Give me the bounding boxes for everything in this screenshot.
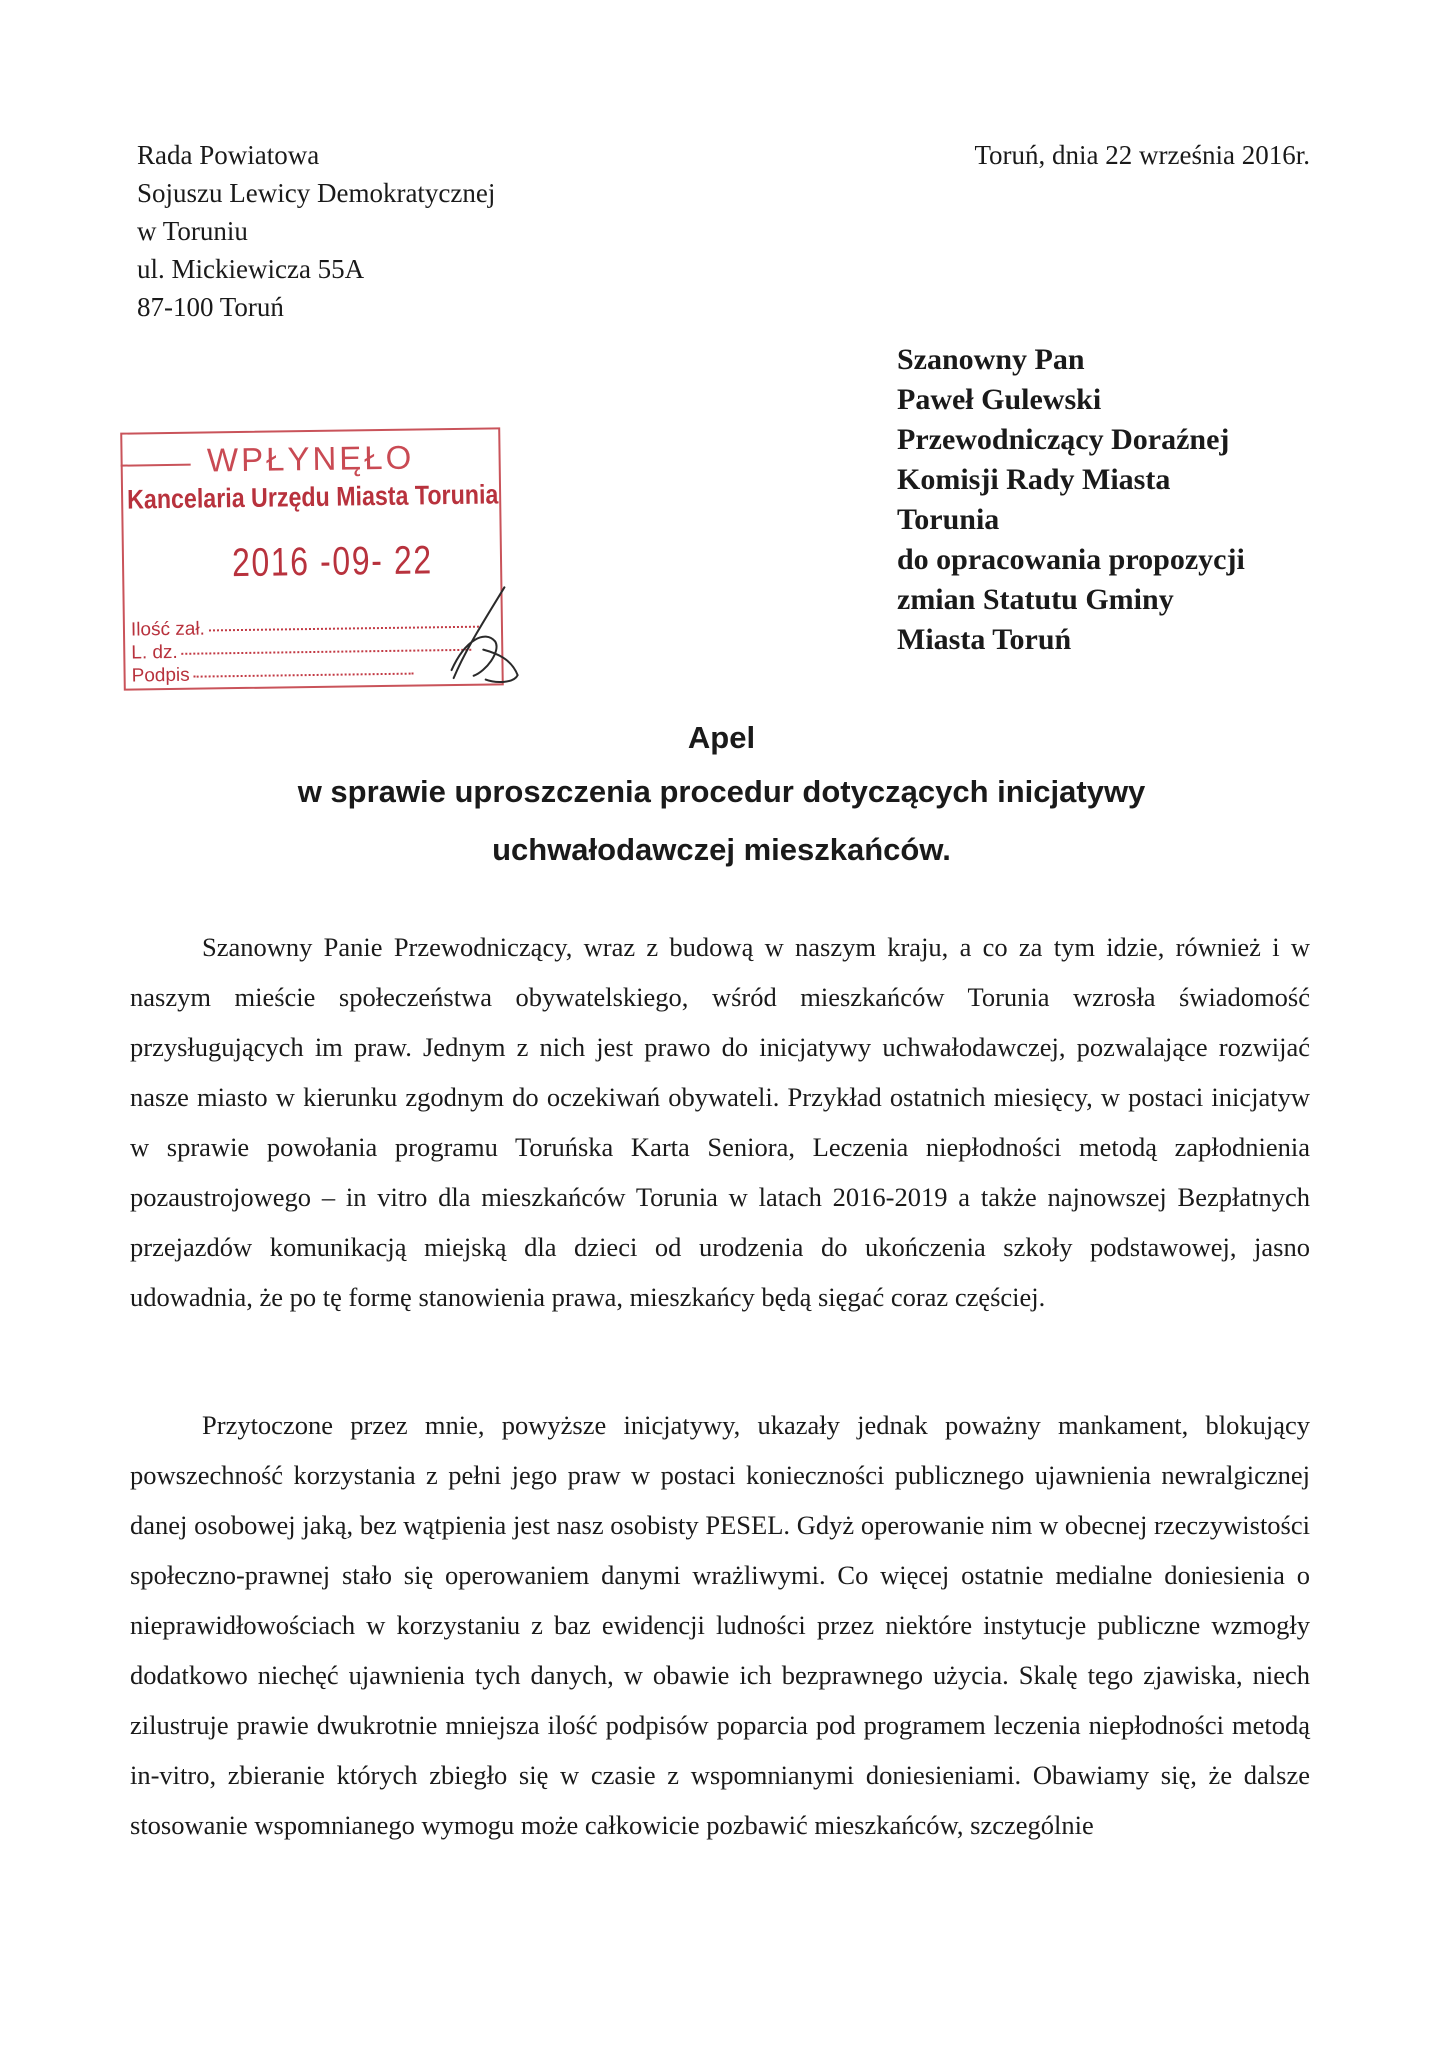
document-subtitle-line-2: uchwałodawczej mieszkańców. bbox=[492, 832, 951, 867]
recipient-line: Miasta Toruń bbox=[897, 623, 1072, 656]
document-title: Apel bbox=[687, 720, 756, 755]
sender-line: Rada Powiatowa bbox=[137, 140, 320, 170]
sender-line: Sojuszu Lewicy Demokratycznej bbox=[137, 178, 496, 208]
body-paragraph-2: Przytoczone przez mnie, powyższe inicjatywy, ukazały jednak poważny mankament, blokujący powszechność korzystania z pełni jego praw w postaci konieczności publicznego ujawnienia newralgicznej danej osobowej jaką, bez wątpienia jest nasz osobisty PESEL. Gdyż operowanie nim w obecnej rzeczywistości społeczno-prawnej stało się operowaniem danymi wrażliwymi. Co więcej ostatnie medialne doniesienia o nieprawidłowościach w korzystaniu z baz ewidencji ludności przez niektóre instytucje publiczne wzmogły dodatkowo niechęć ujawnienia tych danych, w obawie ich bezprawnego użycia. Skalę tego zjawiska, niech zilustruje prawie dwukrotnie mniejsza ilość podpisów poparcia pod programem leczenia niepłodności metodą in-vitro, zbieranie których zbiegło się w czasie z wspomnianymi doniesieniami. Obawiamy się, że dalsze stosowanie wspomnianego wymogu może całkowicie pozbawić mieszkańców, szczególnie bbox=[130, 1410, 1310, 1840]
sender-address bbox=[137, 136, 495, 326]
stamp-row-label: Ilość zał. bbox=[130, 618, 206, 641]
recipient-address bbox=[897, 340, 1245, 660]
stamp-row-signature bbox=[131, 662, 413, 688]
stamp-date: 2016 -09- 22 bbox=[231, 538, 434, 586]
recipient-line: Torunia bbox=[897, 503, 1000, 536]
signature-scribble-icon bbox=[424, 579, 536, 691]
recipient-line: Paweł Gulewski bbox=[897, 383, 1102, 416]
stamp-office: Kancelaria Urzędu Miasta Torunia bbox=[126, 479, 499, 515]
stamp-row-label: Podpis bbox=[131, 664, 190, 687]
sender-line: w Toruniu bbox=[137, 216, 248, 246]
recipient-line: Szanowny Pan bbox=[897, 343, 1085, 376]
recipient-line: Przewodniczący Doraźnej bbox=[897, 423, 1230, 456]
stamp-row-label: L. dz. bbox=[131, 641, 178, 664]
letter-date: Toruń, dnia 22 września 2016r. bbox=[974, 140, 1310, 170]
recipient-line: Komisji Rady Miasta bbox=[897, 463, 1171, 496]
stamp-heading: WPŁYNĘŁO bbox=[206, 438, 415, 479]
stamp-dotted-line bbox=[194, 673, 414, 678]
recipient-line: zmian Statutu Gminy bbox=[897, 583, 1174, 616]
sender-line: ul. Mickiewicza 55A bbox=[137, 254, 365, 284]
body-paragraph-1: Szanowny Panie Przewodniczący, wraz z budową w naszym kraju, a co za tym idzie, również i w naszym mieście społeczeństwa obywatelskiego, wśród mieszkańców Torunia wzrosła świadomość przysługujących im praw. Jednym z nich jest prawo do inicjatywy uchwałodawczej, pozwalające rozwijać nasze miasto w kierunku zgodnym do oczekiwań obywateli. Przykład ostatnich miesięcy, w postaci inicjatyw w sprawie powołania programu Toruńska Karta Seniora, Leczenia niepłodności metodą zapłodnienia pozaustrojowego – in vitro dla mieszkańców Torunia w latach 2016-2019 a także najnowszej Bezpłatnych przejazdów komunikacją miejską dla dzieci od urodzenia do ukończenia szkoły podstawowej, jasno udowadnia, że po tę formę stanowienia prawa, mieszkańcy będą sięgać coraz częściej. bbox=[130, 932, 1310, 1312]
stamp-row-number bbox=[131, 638, 472, 665]
sender-line: 87-100 Toruń bbox=[137, 292, 284, 322]
received-stamp bbox=[120, 427, 504, 690]
document-subtitle-line-1: w sprawie uproszczenia procedur dotyczących inicjatywy bbox=[297, 774, 1146, 809]
recipient-line: do opracowania propozycji bbox=[897, 543, 1245, 576]
